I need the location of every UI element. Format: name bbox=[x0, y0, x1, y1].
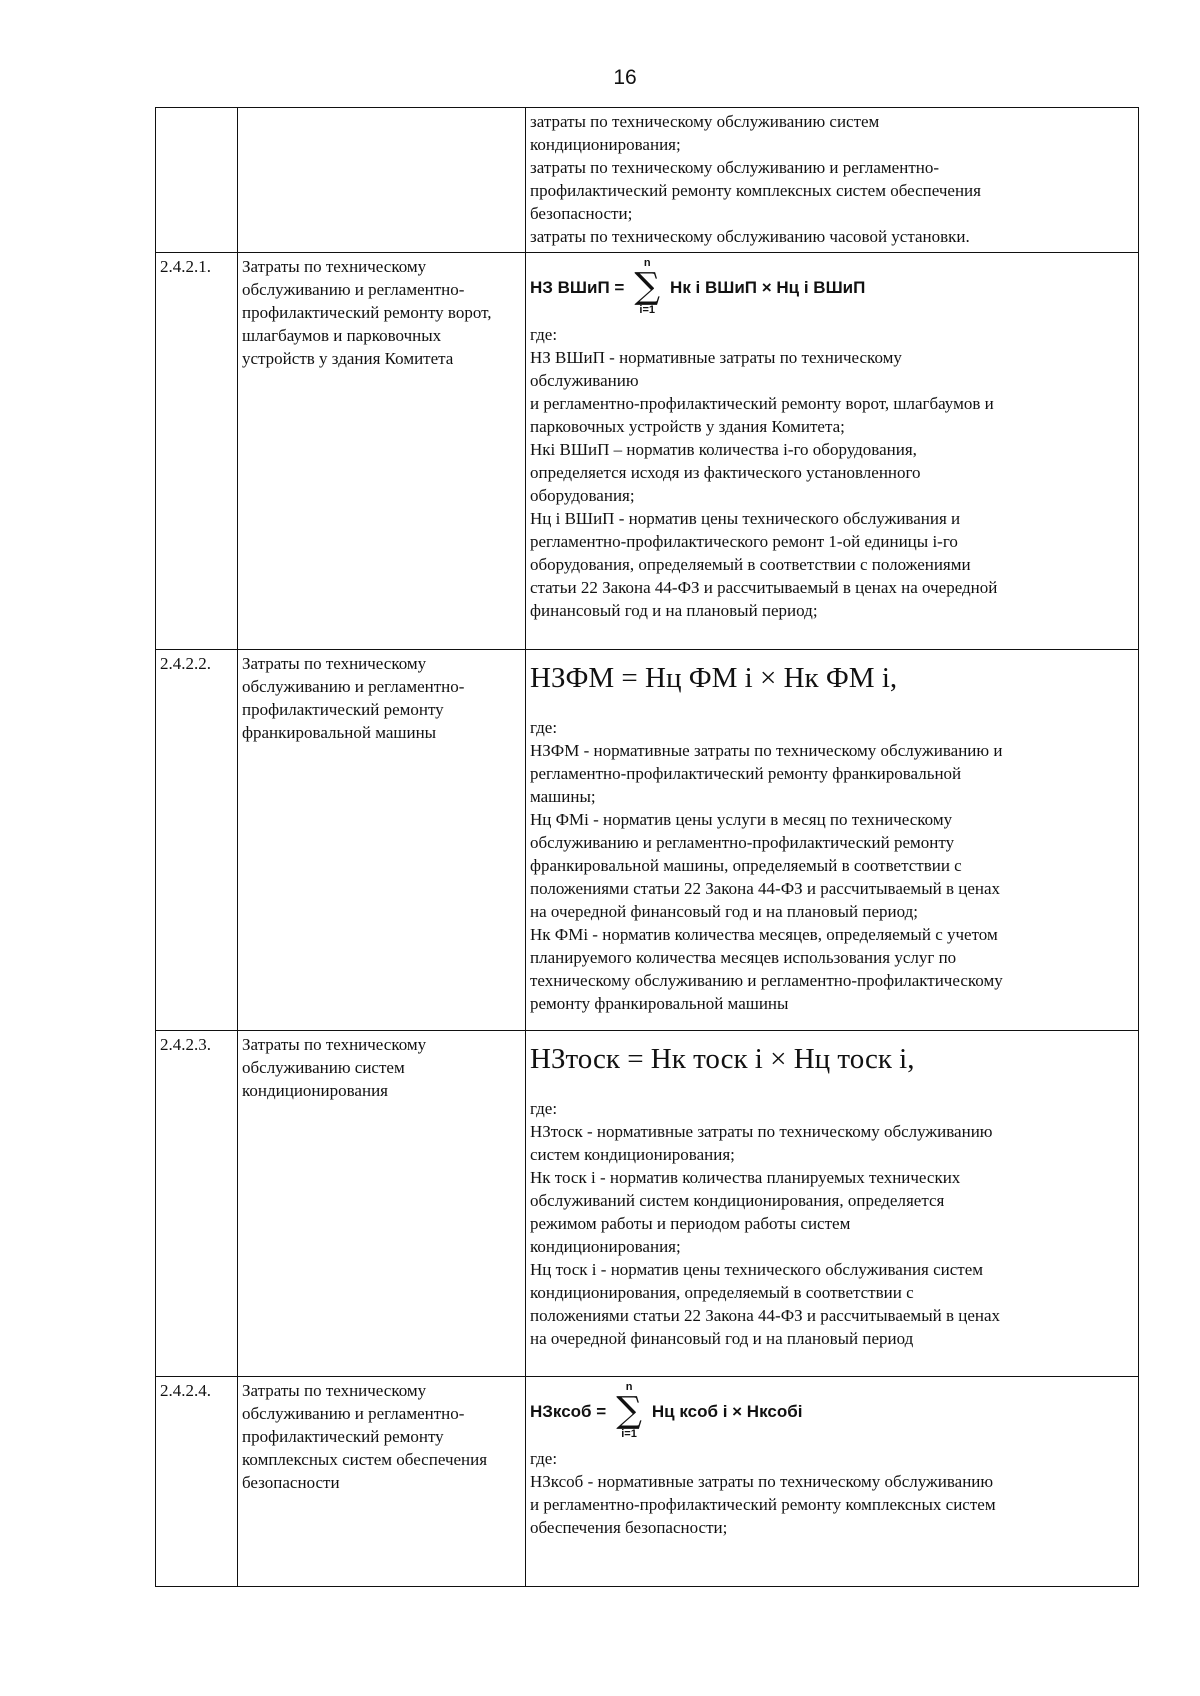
desc-line: где: bbox=[530, 1099, 558, 1118]
desc-line: Нц ФМi - норматив цены услуги в месяц по техническому bbox=[530, 810, 953, 829]
name-line: обслуживанию и регламентно- bbox=[242, 280, 465, 299]
page-number: 16 bbox=[613, 66, 637, 89]
name-line: профилактический ремонту bbox=[242, 700, 444, 719]
row-name-cell bbox=[238, 108, 526, 253]
desc-line: затраты по техническому обслуживанию систем bbox=[530, 112, 880, 131]
row-name-cell bbox=[238, 1031, 526, 1377]
desc-line: регламентно-профилактический ремонту франкировальной bbox=[530, 764, 962, 783]
row-formula-cell bbox=[526, 1031, 1139, 1377]
desc-line: финансовый год и на плановый период; bbox=[530, 601, 818, 620]
desc-line: профилактический ремонту комплексных систем обеспечения bbox=[530, 181, 981, 200]
sigma-icon: ∑ bbox=[634, 266, 661, 307]
formula-lhs: НЗ ВШиП = bbox=[530, 277, 625, 297]
desc-line: обеспечения безопасности; bbox=[530, 1518, 728, 1537]
desc-line: Нц тоск i - норматив цены технического обслуживания систем bbox=[530, 1260, 984, 1279]
desc-line: НЗФМ - нормативные затраты по техническому обслуживанию и bbox=[530, 741, 1003, 760]
row-name-cell bbox=[238, 650, 526, 1031]
table-row bbox=[156, 108, 1139, 253]
desc-line: положениями статьи 22 Закона 44-ФЗ и рассчитываемый в ценах bbox=[530, 879, 1001, 898]
desc-line: и регламентно-профилактический ремонту комплексных систем bbox=[530, 1495, 996, 1514]
sum-symbol bbox=[616, 1381, 642, 1441]
sum-upper-limit: n bbox=[625, 1381, 633, 1393]
desc-line: Нк ФМi - норматив количества месяцев, определяемый с учетом bbox=[530, 925, 998, 944]
desc-line: кондиционирования, определяемый в соответствии с bbox=[530, 1283, 914, 1302]
desc-line: где: bbox=[530, 1449, 558, 1468]
row-number-cell: 2.4.2.2. bbox=[156, 650, 238, 1031]
name-line: устройств у здания Комитета bbox=[242, 349, 454, 368]
formula bbox=[530, 1381, 1134, 1441]
name-line: комплексных систем обеспечения bbox=[242, 1450, 488, 1469]
desc-line: на очередной финансовый год и на плановый период bbox=[530, 1329, 914, 1348]
desc-line: на очередной финансовый год и на плановый период; bbox=[530, 902, 919, 921]
desc-line: парковочных устройств у здания Комитета; bbox=[530, 417, 845, 436]
row-number-cell: 2.4.2.1. bbox=[156, 253, 238, 650]
row-formula-cell bbox=[526, 650, 1139, 1031]
name-line: обслуживанию и регламентно- bbox=[242, 677, 465, 696]
desc-line: Нк тоск i - норматив количества планируемых технических bbox=[530, 1168, 961, 1187]
formula-lhs: НЗксоб = bbox=[530, 1401, 607, 1421]
name-line: Затраты по техническому bbox=[242, 1035, 427, 1054]
desc-line: обслуживанию bbox=[530, 371, 639, 390]
desc-line: НЗксоб - нормативные затраты по техническому обслуживанию bbox=[530, 1472, 994, 1491]
name-line: обслуживанию систем bbox=[242, 1058, 405, 1077]
desc-line: где: bbox=[530, 325, 558, 344]
desc-line: планируемого количества месяцев использования услуг по bbox=[530, 948, 957, 967]
desc-line: безопасности; bbox=[530, 204, 633, 223]
table-row bbox=[156, 253, 1139, 650]
formula-rhs: Нк i ВШиП × Нц i ВШиП bbox=[670, 277, 866, 297]
desc-line: систем кондиционирования; bbox=[530, 1145, 735, 1164]
formula-rhs: Нц ксоб i × Нксобi bbox=[651, 1401, 803, 1421]
desc-line: статьи 22 Закона 44-ФЗ и рассчитываемый в ценах на очередной bbox=[530, 578, 998, 597]
name-line: франкировальной машины bbox=[242, 723, 437, 742]
desc-line: франкировальной машины, определяемый в соответствии с bbox=[530, 856, 962, 875]
row-name-cell bbox=[238, 1377, 526, 1587]
name-line: безопасности bbox=[242, 1473, 340, 1492]
table-row bbox=[156, 1377, 1139, 1587]
row-formula-cell bbox=[526, 108, 1139, 253]
row-formula-cell bbox=[526, 1377, 1139, 1587]
desc-line: и регламентно-профилактический ремонту ворот, шлагбаумов и bbox=[530, 394, 994, 413]
row-formula-cell bbox=[526, 253, 1139, 650]
table-row bbox=[156, 650, 1139, 1031]
desc-line: обслуживанию и регламентно-профилактический ремонту bbox=[530, 833, 955, 852]
name-line: Затраты по техническому bbox=[242, 1381, 427, 1400]
desc-line: положениями статьи 22 Закона 44-ФЗ и рассчитываемый в ценах bbox=[530, 1306, 1001, 1325]
normative-costs-table bbox=[155, 107, 1139, 1587]
desc-line: режимом работы и периодом работы систем bbox=[530, 1214, 851, 1233]
row-name-cell bbox=[238, 253, 526, 650]
desc-line: кондиционирования; bbox=[530, 135, 681, 154]
row-number-cell: 2.4.2.4. bbox=[156, 1377, 238, 1587]
table-row bbox=[156, 1031, 1139, 1377]
row-number-cell: 2.4.2.3. bbox=[156, 1031, 238, 1377]
desc-line: где: bbox=[530, 718, 558, 737]
name-line: Затраты по техническому bbox=[242, 257, 427, 276]
formula: НЗтоск = Нк тоск i × Нц тоск i, bbox=[530, 1043, 915, 1075]
desc-line: НЗтоск - нормативные затраты по техническому обслуживанию bbox=[530, 1122, 993, 1141]
name-line: шлагбаумов и парковочных bbox=[242, 326, 442, 345]
name-line: Затраты по техническому bbox=[242, 654, 427, 673]
name-line: профилактический ремонту ворот, bbox=[242, 303, 492, 322]
row-number-cell bbox=[156, 108, 238, 253]
desc-line: затраты по техническому обслуживанию и регламентно- bbox=[530, 158, 940, 177]
sum-lower-limit: i=1 bbox=[621, 1428, 637, 1440]
desc-line: оборудования; bbox=[530, 486, 635, 505]
sum-lower-limit: i=1 bbox=[639, 304, 655, 316]
sum-symbol bbox=[634, 257, 660, 317]
desc-line: Нкi ВШиП – норматив количества i-го оборудования, bbox=[530, 440, 917, 459]
sum-upper-limit: n bbox=[643, 257, 651, 269]
desc-line: обслуживаний систем кондиционирования, определяется bbox=[530, 1191, 945, 1210]
desc-line: определяется исходя из фактического установленного bbox=[530, 463, 921, 482]
desc-line: регламентно-профилактического ремонт 1-ой единицы i-го bbox=[530, 532, 958, 551]
sigma-icon: ∑ bbox=[616, 1390, 642, 1431]
desc-line: техническому обслуживанию и регламентно-профилактическому bbox=[530, 971, 1003, 990]
desc-line: затраты по техническому обслуживанию часовой установки. bbox=[530, 227, 970, 246]
name-line: кондиционирования bbox=[242, 1081, 388, 1100]
name-line: профилактический ремонту bbox=[242, 1427, 444, 1446]
desc-line: машины; bbox=[530, 787, 596, 806]
formula bbox=[530, 257, 1134, 317]
desc-line: Нц i ВШиП - норматив цены технического обслуживания и bbox=[530, 509, 961, 528]
desc-line: ремонту франкировальной машины bbox=[530, 994, 789, 1013]
desc-line: кондиционирования; bbox=[530, 1237, 681, 1256]
desc-line: НЗ ВШиП - нормативные затраты по техническому bbox=[530, 348, 902, 367]
desc-line: оборудования, определяемый в соответствии с положениями bbox=[530, 555, 971, 574]
formula: НЗФМ = Нц ФМ i × Нк ФМ i, bbox=[530, 662, 898, 694]
name-line: обслуживанию и регламентно- bbox=[242, 1404, 465, 1423]
